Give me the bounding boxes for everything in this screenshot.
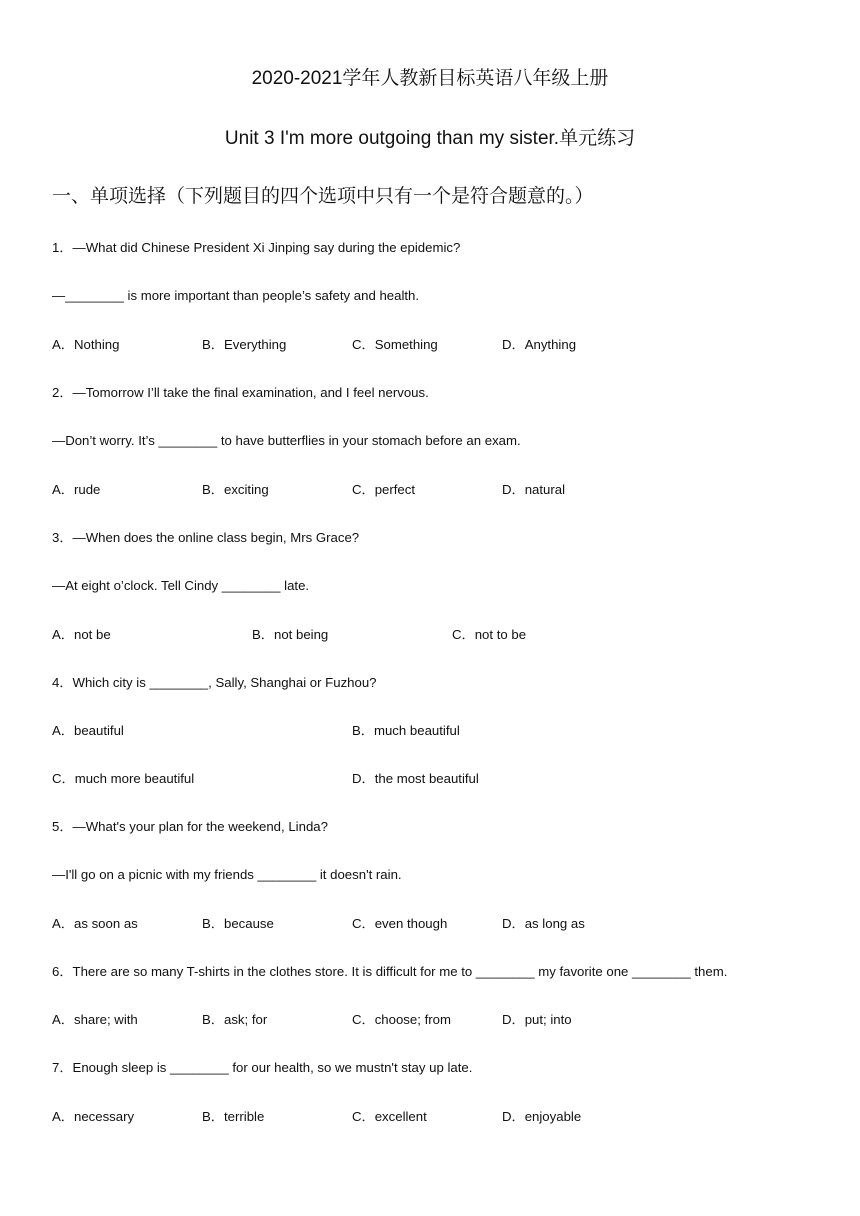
question-5-response: —I'll go on a picnic with my friends ________ it doesn't rain. bbox=[52, 867, 402, 882]
question-5-option-c: C．even though bbox=[352, 916, 448, 931]
question-3-option-b: B．not being bbox=[252, 627, 329, 642]
question-1-option-b: B．Everything bbox=[202, 337, 287, 352]
question-1-response: —________ is more important than people’s safety and health. bbox=[52, 288, 420, 303]
question-6-option-b: B．ask; for bbox=[202, 1012, 268, 1027]
question-7-option-b: B．terrible bbox=[202, 1109, 265, 1124]
question-6-option-a: A．share; with bbox=[52, 1012, 138, 1027]
question-5-option-d: D．as long as bbox=[502, 916, 585, 931]
question-2-response: —Don’t worry. It’s ________ to have butterflies in your stomach before an exam. bbox=[52, 433, 521, 448]
question-5-stem: 5．—What's your plan for the weekend, Linda? bbox=[52, 819, 328, 834]
question-3-response: —At eight o’clock. Tell Cindy ________ late. bbox=[52, 578, 310, 593]
question-1-option-a: A．Nothing bbox=[52, 337, 120, 352]
question-2-option-b: B．exciting bbox=[202, 482, 269, 497]
question-7-option-a: A．necessary bbox=[52, 1109, 135, 1124]
question-4-stem: 4．Which city is ________, Sally, Shanghai or Fuzhou? bbox=[52, 675, 377, 690]
question-4-option-a: A．beautiful bbox=[52, 723, 124, 738]
question-1-stem: 1．—What did Chinese President Xi Jinping say during the epidemic? bbox=[52, 240, 461, 255]
question-2-option-a: A．rude bbox=[52, 482, 101, 497]
question-2-stem: 2．—Tomorrow I’ll take the final examination, and I feel nervous. bbox=[52, 385, 429, 400]
question-3-stem: 3．—When does the online class begin, Mrs Grace? bbox=[52, 530, 360, 545]
question-2-option-d: D．natural bbox=[502, 482, 566, 497]
question-2-option-c: C．perfect bbox=[352, 482, 416, 497]
question-3-option-a: A．not be bbox=[52, 627, 111, 642]
section-heading: 一、单项选择（下列题目的四个选项中只有一个是符合题意的。） bbox=[52, 185, 594, 207]
question-7-stem: 7．Enough sleep is ________ for our health, so we mustn't stay up late. bbox=[52, 1060, 473, 1075]
question-7-option-d: D．enjoyable bbox=[502, 1109, 582, 1124]
question-7-option-c: C．excellent bbox=[352, 1109, 427, 1124]
question-4-option-d: D．the most beautiful bbox=[352, 771, 479, 786]
question-5-option-a: A．as soon as bbox=[52, 916, 138, 931]
question-6-stem: 6．There are so many T-shirts in the clothes store. It is difficult for me to ________ my favorite one ________ them. bbox=[52, 964, 728, 979]
question-3-option-c: C．not to be bbox=[452, 627, 527, 642]
question-1-option-d: D．Anything bbox=[502, 337, 577, 352]
document-title: 2020-2021学年人教新目标英语八年级上册 bbox=[251, 68, 609, 89]
question-4-option-c: C．much more beautiful bbox=[52, 771, 195, 786]
document-subtitle: Unit 3 I'm more outgoing than my sister.单元练习 bbox=[224, 128, 636, 149]
question-5-option-b: B．because bbox=[202, 916, 274, 931]
question-6-option-d: D．put; into bbox=[502, 1012, 572, 1027]
question-6-option-c: C．choose; from bbox=[352, 1012, 451, 1027]
question-1-option-c: C．Something bbox=[352, 337, 438, 352]
question-4-option-b: B．much beautiful bbox=[352, 723, 460, 738]
